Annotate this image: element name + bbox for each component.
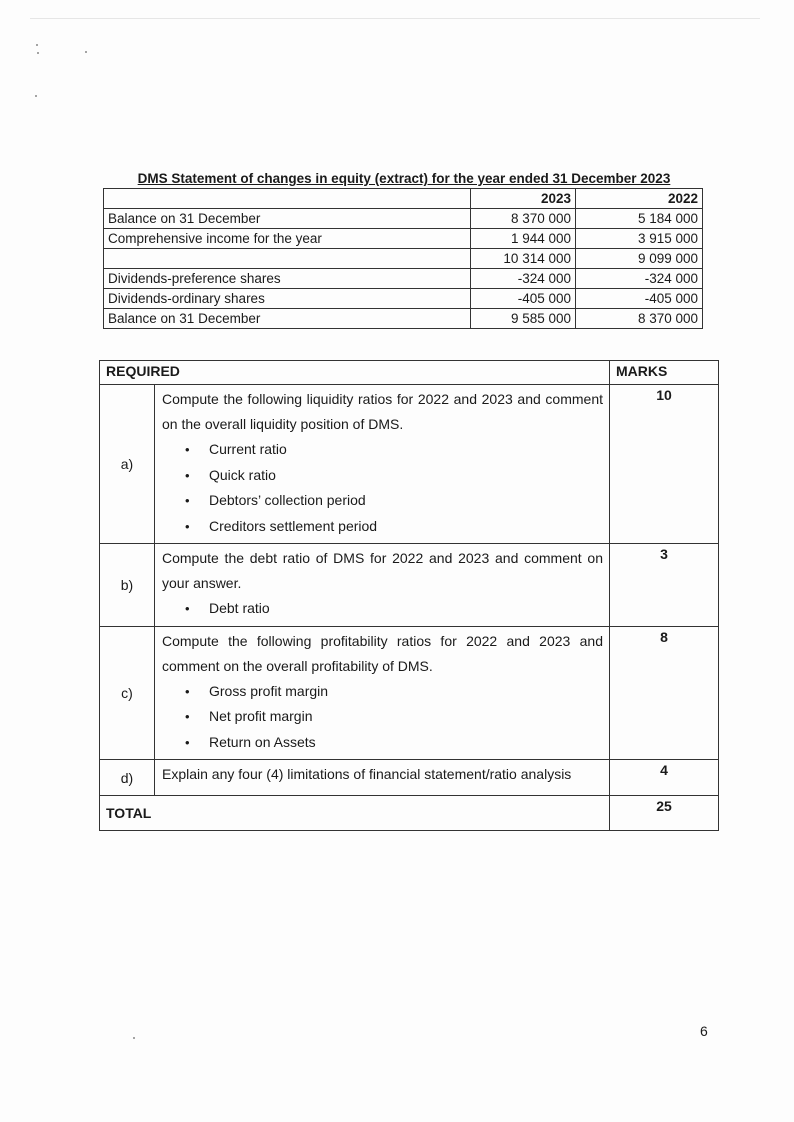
question-cell	[155, 626, 610, 760]
value-2023: 9 585 000	[471, 309, 576, 329]
year-header-2023: 2023	[471, 189, 576, 209]
question-row-b	[100, 544, 719, 627]
table-row	[104, 209, 703, 229]
row-label: Dividends-ordinary shares	[104, 289, 471, 309]
question-row-a	[100, 385, 719, 544]
table-row	[104, 249, 703, 269]
bullet-list	[162, 437, 603, 539]
required-header: REQUIRED	[100, 361, 610, 385]
row-label: Comprehensive income for the year	[104, 229, 471, 249]
value-2022: 8 370 000	[576, 309, 703, 329]
bullet-item: • Creditors settlement period	[185, 514, 603, 540]
question-cell	[155, 544, 610, 627]
bullet-item: • Current ratio	[185, 437, 603, 463]
row-label: Balance on 31 December	[104, 309, 471, 329]
equity-statement-table	[103, 188, 703, 329]
table-row	[104, 269, 703, 289]
value-2023: -324 000	[471, 269, 576, 289]
total-label: TOTAL	[100, 796, 610, 831]
page-number: 6	[700, 1023, 708, 1039]
required-questions-table	[99, 360, 719, 831]
total-row	[100, 796, 719, 831]
bullet-item: • Net profit margin	[185, 704, 603, 730]
scan-speck	[85, 51, 87, 53]
value-2022: 9 099 000	[576, 249, 703, 269]
bullet-item: • Debtors’ collection period	[185, 488, 603, 514]
marks-value: 3	[610, 544, 719, 627]
question-cell	[155, 385, 610, 544]
equity-header-row	[104, 189, 703, 209]
part-label: d)	[100, 760, 155, 796]
row-label: Dividends-preference shares	[104, 269, 471, 289]
table-row	[104, 229, 703, 249]
question-text: Compute the debt ratio of DMS for 2022 and 2023 and comment on your answer.	[162, 550, 603, 591]
value-2022: 3 915 000	[576, 229, 703, 249]
question-text: Compute the following profitability ratios for 2022 and 2023 and comment on the overall profitability of DMS.	[162, 632, 603, 674]
row-label: Balance on 31 December	[104, 209, 471, 229]
year-header-2022: 2022	[576, 189, 703, 209]
required-header-row	[100, 361, 719, 385]
scan-speck	[37, 52, 39, 54]
bullet-item: • Gross profit margin	[185, 679, 603, 705]
bullet-item: • Return on Assets	[185, 730, 603, 756]
scan-speck	[36, 44, 38, 46]
marks-header: MARKS	[610, 361, 719, 385]
value-2022: 5 184 000	[576, 209, 703, 229]
equity-statement-title: DMS Statement of changes in equity (extract) for the year ended 31 December 2023	[137, 171, 671, 186]
equity-header-blank	[104, 189, 471, 209]
part-label: c)	[100, 626, 155, 760]
question-row-c	[100, 626, 719, 760]
scan-speck	[35, 95, 37, 97]
question-text: Explain any four (4) limitations of financial statement/ratio analysis	[162, 766, 572, 782]
bullet-list	[162, 679, 603, 756]
total-marks: 25	[610, 796, 719, 831]
table-row	[104, 289, 703, 309]
part-label: a)	[100, 385, 155, 544]
value-2022: -324 000	[576, 269, 703, 289]
marks-value: 10	[610, 385, 719, 544]
row-label	[104, 249, 471, 269]
scan-edge-line	[30, 18, 760, 19]
marks-value: 8	[610, 626, 719, 760]
question-cell	[155, 760, 610, 796]
bullet-item: • Quick ratio	[185, 463, 603, 489]
scan-speck	[133, 1037, 135, 1039]
value-2023: 10 314 000	[471, 249, 576, 269]
question-row-d	[100, 760, 719, 796]
question-text: Compute the following liquidity ratios for 2022 and 2023 and comment on the overall liquidity position of DMS.	[162, 391, 603, 432]
table-row	[104, 309, 703, 329]
value-2023: 8 370 000	[471, 209, 576, 229]
marks-value: 4	[610, 760, 719, 796]
part-label: b)	[100, 544, 155, 627]
value-2023: 1 944 000	[471, 229, 576, 249]
value-2023: -405 000	[471, 289, 576, 309]
value-2022: -405 000	[576, 289, 703, 309]
bullet-list	[162, 596, 603, 622]
bullet-item: • Debt ratio	[185, 596, 603, 622]
